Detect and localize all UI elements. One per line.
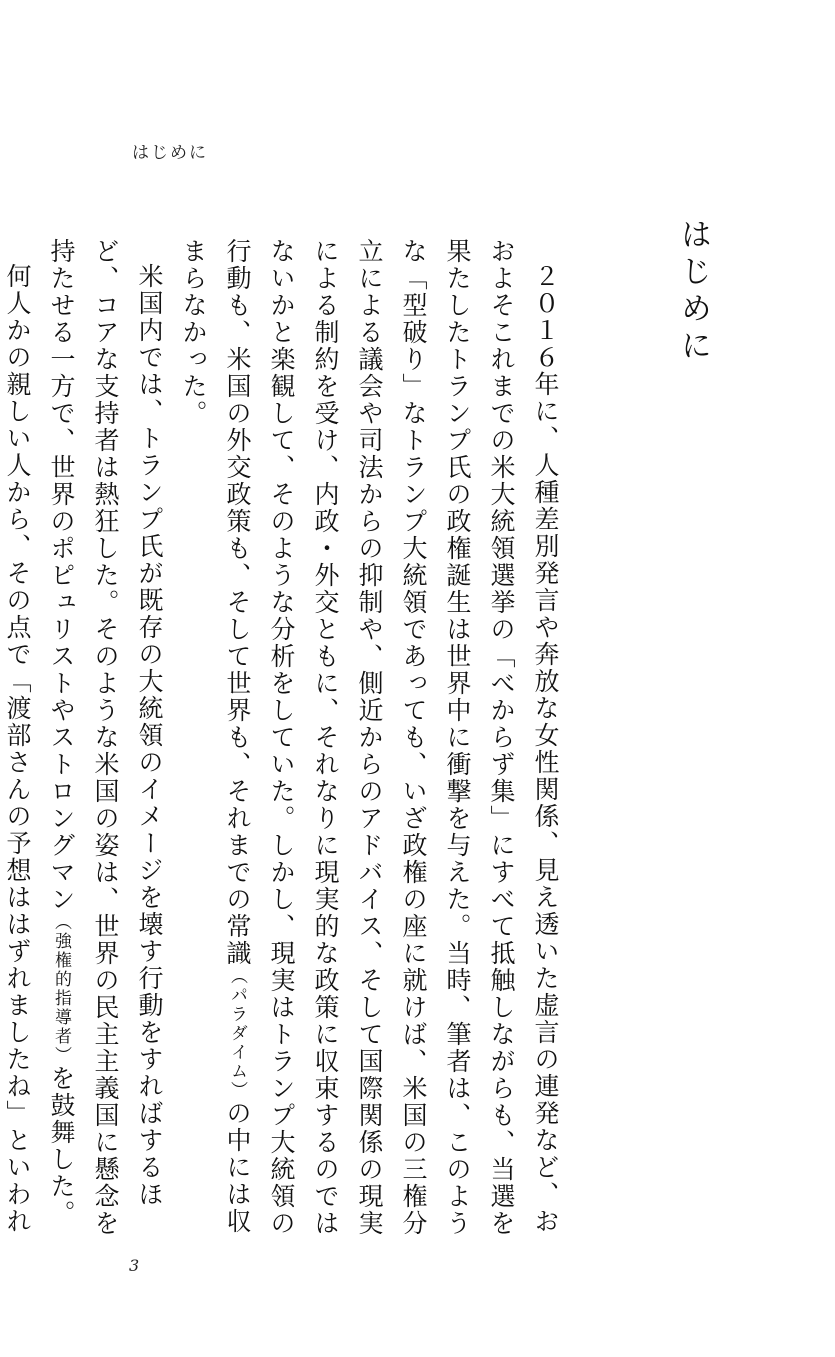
paragraph: ２０１６年に、人種差別発言や奔放な女性関係、見え透いた虚言の連発など、おおよそこれまでの米大統領選挙の「べからず集」にすべて抵触しながらも、当選を果たしたトランプ氏の政権誕生は世界中に衝撃を与えた。当時、筆者は、このような「型破り」なトランプ大統領であっても、いざ政権の座に就けば、米国の三権分立による議会や司法からの抑制や、側近からのアドバイス、そして国際関係の現実による制約を受け、内政・外交ともに、それなりに現実的な政策に収束するのではないかと楽観して、そのような分析をしていた。しかし、現実はトランプ大統領の行動も、米国の外交政策も、そして世界も、それまでの常識（パラダイム）の中には収まらなかった。 [179,238,560,1237]
page-number: 3 [129,1256,140,1275]
running-head: はじめに [132,143,208,163]
chapter-title: はじめに [675,218,711,366]
inline-note: （パラダイム） [227,967,247,1100]
body-text [3,238,567,1248]
paragraph: 何人かの親しい人から、その点で「渡部さんの予想ははずれましたね」といわれ [3,263,32,1235]
inline-note: （強権的指導者） [51,913,71,1065]
paragraph: 米国内では、トランプ氏が既存の大統領のイメージを壊す行動をすればするほど、コアな支持者は熱狂した。そのような米国の姿は、世界の民主主義国に懸念を持たせる一方で、世界のポピュリストやストロングマン（強権的指導者）を鼓舞した。 [47,238,164,1237]
